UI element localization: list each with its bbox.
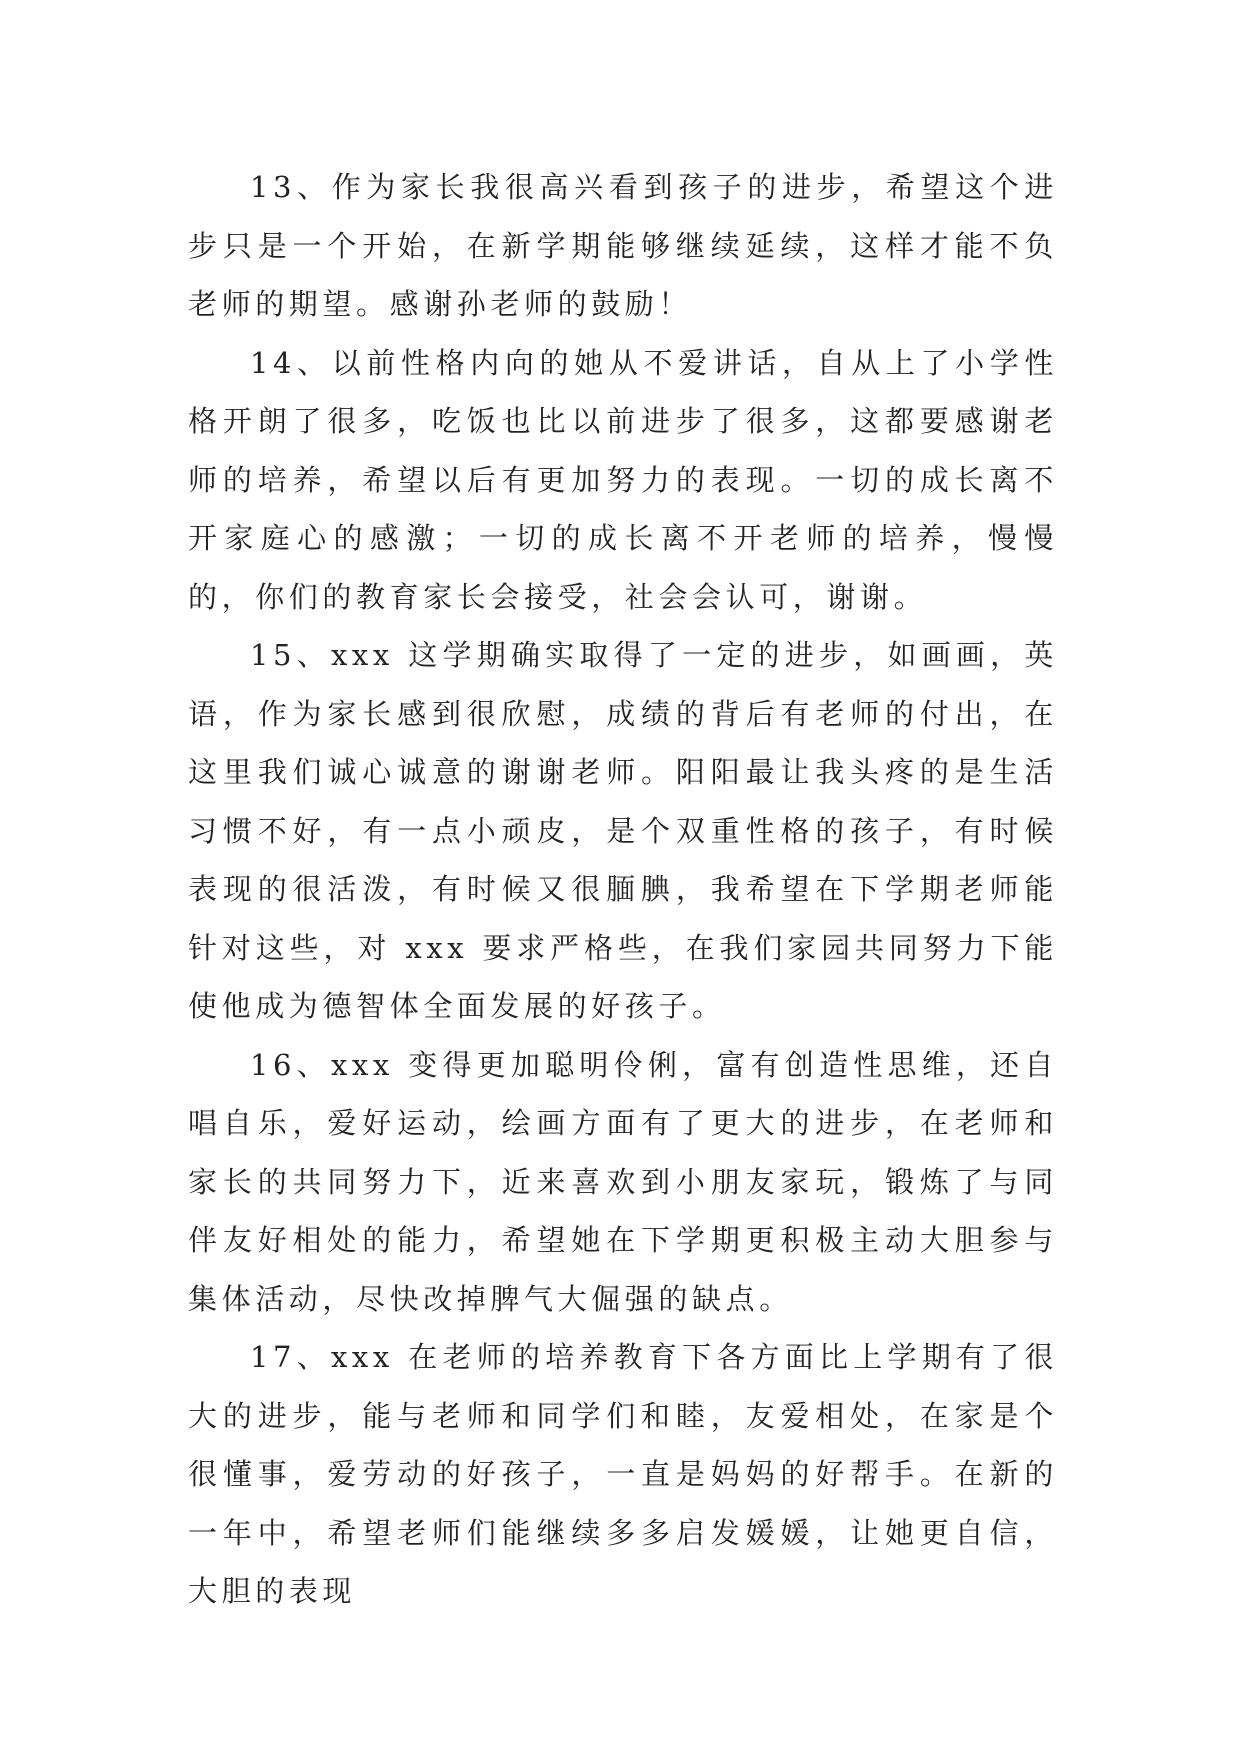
paragraph-16: 16、xxx 变得更加聪明伶俐，富有创造性思维，还自唱自乐，爱好运动，绘画方面有了更大的进步，在老师和家长的共同努力下，近来喜欢到小朋友家玩，锻炼了与同伴友好相处的能力，希望她在下学期更积极主动大胆参与集体活动，尽快改掉脾气大倔强的缺点。 bbox=[188, 1047, 1058, 1316]
document-body bbox=[188, 158, 1058, 1621]
paragraph-14: 14、以前性格内向的她从不爱讲话，自从上了小学性格开朗了很多，吃饭也比以前进步了很多，这都要感谢老师的培养，希望以后有更加努力的表现。一切的成长离不开家庭心的感激；一切的成长离不开老师的培养，慢慢的，你们的教育家长会接受，社会会认可，谢谢。 bbox=[188, 345, 1058, 614]
paragraph-13: 13、作为家长我很高兴看到孩子的进步，希望这个进步只是一个开始，在新学期能够继续延续，这样才能不负老师的期望。感谢孙老师的鼓励！ bbox=[188, 170, 1058, 321]
paragraph-15: 15、xxx 这学期确实取得了一定的进步，如画画，英语，作为家长感到很欣慰，成绩的背后有老师的付出，在这里我们诚心诚意的谢谢老师。阳阳最让我头疼的是生活习惯不好，有一点小顽皮，是个双重性格的孩子，有时候表现的很活泼，有时候又很腼腆，我希望在下学期老师能针对这些，对 xxx 要求严格些，在我们家园共同努力下能使他成为德智体全面发展的好孩子。 bbox=[188, 638, 1058, 1023]
paragraph-17: 17、xxx 在老师的培养教育下各方面比上学期有了很大的进步，能与老师和同学们和睦，友爱相处，在家是个很懂事，爱劳动的好孩子，一直是妈妈的好帮手。在新的一年中，希望老师们能继续多多启发媛媛，让她更自信，大胆的表现 bbox=[188, 1340, 1058, 1608]
